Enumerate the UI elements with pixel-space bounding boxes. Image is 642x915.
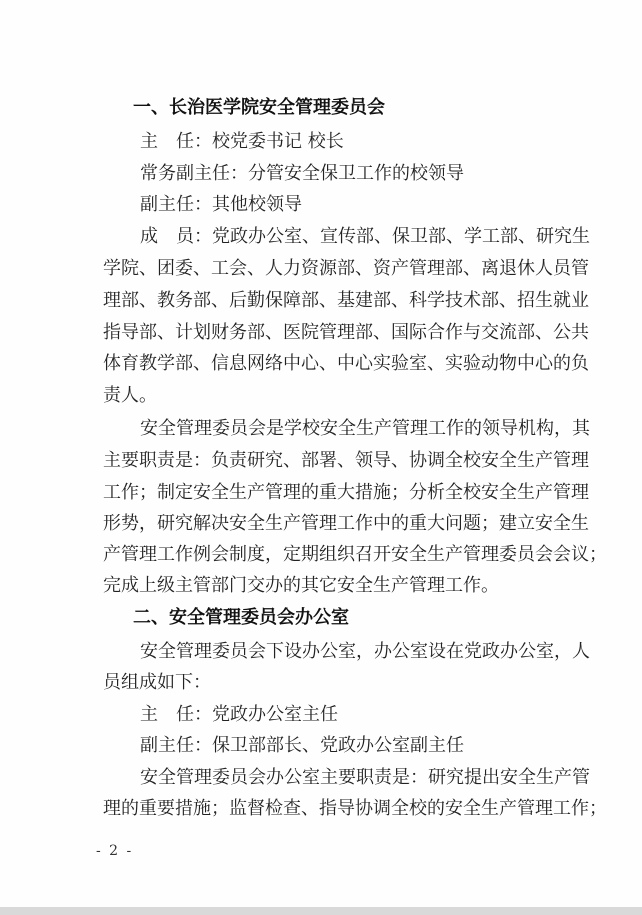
section2-duties-line: 理的重要措施；监督检查、指导协调全校的安全生产管理工作； [103,798,607,819]
section1-duties-line: 形势，研究解决安全生产管理工作中的重大问题；建立安全生 [103,513,589,534]
page-number: - 2 - [96,843,134,859]
section1-deputy: 副主任：其他校领导 [140,194,302,215]
section2-deputy: 副主任：保卫部部长、党政办公室副主任 [140,735,464,756]
section1-members-line: 理部、教务部、后勤保障部、基建部、科学技术部、招生就业 [103,290,589,311]
section1-duties-line: 主要职责是：负责研究、部署、领导、协调全校安全生产管理 [103,450,589,471]
section1-duties-line: 产管理工作例会制度，定期组织召开安全生产管理委员会会议； [103,544,607,565]
section1-members-line: 指导部、计划财务部、医院管理部、国际合作与交流部、公共 [103,322,589,343]
section1-exec-deputy: 常务副主任：分管安全保卫工作的校领导 [140,163,464,184]
section2-duties-line: 安全管理委员会办公室主要职责是：研究提出安全生产管 [140,767,590,788]
section1-members-line: 成 员：党政办公室、宣传部、保卫部、学工部、研究生 [140,226,590,247]
section1-director: 主 任：校党委书记 校长 [140,131,344,152]
section1-members-line: 责人。 [103,385,157,406]
section2-heading: 二、安全管理委员会办公室 [133,607,349,628]
section1-duties-line: 安全管理委员会是学校安全生产管理工作的领导机构，其 [140,418,590,439]
section1-members-line: 体育教学部、信息网络中心、中心实验室、实验动物中心的负 [103,353,589,374]
section1-duties-line: 完成上级主管部门交办的其它安全生产管理工作。 [103,575,499,596]
section2-intro-line: 安全管理委员会下设办公室，办公室设在党政办公室，人 [140,641,590,662]
section1-duties-line: 工作；制定安全生产管理的重大措施；分析全校安全生产管理 [103,482,589,503]
section1-members-line: 学院、团委、工会、人力资源部、资产管理部、离退休人员管 [103,258,589,279]
section2-intro-line: 员组成如下： [103,672,211,693]
page-bottom-edge [0,907,642,915]
section1-heading: 一、长治医学院安全管理委员会 [133,97,385,118]
section2-director: 主 任：党政办公室主任 [140,704,338,725]
